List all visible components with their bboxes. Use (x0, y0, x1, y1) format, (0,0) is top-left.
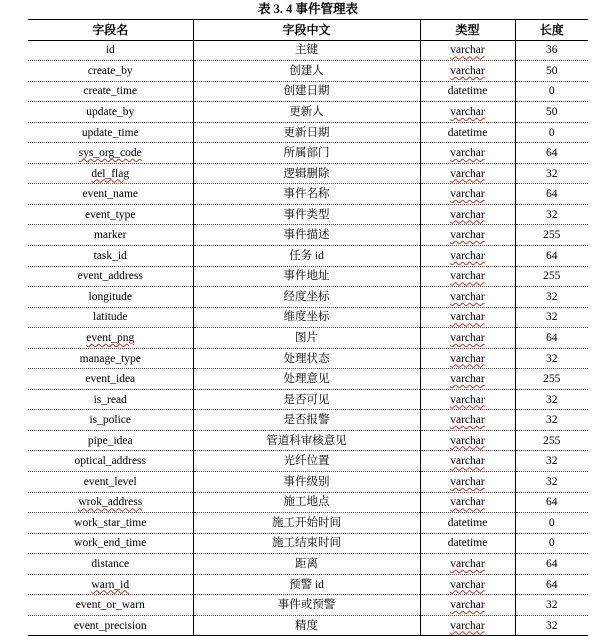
table-row (28, 410, 588, 431)
table-row (28, 328, 588, 349)
cell-field-chinese-text: 施工地点 (283, 496, 330, 509)
cell-type (420, 513, 515, 534)
cell-field-chinese-text: 事件描述 (283, 229, 330, 242)
cell-type-text: varchar (450, 599, 485, 612)
cell-type (420, 451, 515, 472)
cell-field-name (28, 266, 193, 287)
cell-length-text: 0 (548, 537, 555, 550)
cell-length (515, 451, 588, 472)
cell-length-text: 0 (548, 126, 555, 139)
cell-field-name (28, 225, 193, 246)
cell-field-chinese (193, 102, 420, 123)
cell-length-text: 50 (546, 64, 558, 77)
cell-length-text: 0 (548, 516, 555, 529)
cell-field-chinese (193, 61, 420, 82)
cell-length (515, 595, 588, 616)
table-row (28, 81, 588, 102)
table-row (28, 472, 588, 493)
cell-type (420, 61, 515, 82)
cell-field-chinese (193, 184, 420, 205)
cell-type-text: varchar (450, 311, 485, 324)
cell-field-chinese (193, 328, 420, 349)
cell-field-chinese (193, 615, 420, 636)
cell-field-chinese-text: 事件级别 (283, 475, 330, 488)
table-row (28, 184, 588, 205)
cell-field-name (28, 369, 193, 390)
cell-field-name-text: pipe_idea (87, 434, 133, 447)
table-row (28, 513, 588, 534)
cell-field-chinese (193, 225, 420, 246)
cell-type-text: varchar (450, 475, 485, 488)
cell-length (515, 81, 588, 102)
cell-type-text: varchar (450, 414, 485, 427)
cell-field-name (28, 472, 193, 493)
cell-length-text: 0 (548, 85, 555, 98)
cell-type-text: varchar (450, 373, 485, 386)
cell-type-text: varchar (450, 496, 485, 509)
cell-length (515, 225, 588, 246)
cell-length-text: 32 (546, 393, 558, 406)
table-row (28, 266, 588, 287)
cell-field-chinese (193, 287, 420, 308)
cell-type-text: varchar (450, 455, 485, 468)
cell-field-chinese-text: 经度坐标 (283, 290, 330, 303)
table-body (28, 40, 588, 636)
cell-field-name-text: event_or_warn (75, 599, 145, 612)
cell-length-text: 64 (546, 188, 558, 201)
cell-field-chinese-text: 创建日期 (283, 85, 330, 98)
cell-field-name (28, 492, 193, 513)
cell-field-name (28, 451, 193, 472)
cell-type-text: varchar (450, 557, 485, 570)
cell-field-chinese-text: 处理意见 (283, 373, 330, 386)
cell-length (515, 328, 588, 349)
cell-field-chinese-text: 任务 id (289, 249, 324, 262)
cell-type-text: datetime (447, 516, 488, 529)
cell-type (420, 266, 515, 287)
cell-type (420, 595, 515, 616)
cell-field-name-text: event_type (85, 208, 136, 221)
cell-field-name-text: event_level (83, 475, 137, 488)
cell-field-name-text: is_read (93, 393, 127, 406)
cell-length (515, 163, 588, 184)
cell-length-text: 64 (546, 331, 558, 344)
cell-field-chinese (193, 163, 420, 184)
table-row (28, 615, 588, 636)
cell-field-chinese (193, 554, 420, 575)
cell-type (420, 472, 515, 493)
cell-field-chinese-text: 事件类型 (283, 208, 330, 221)
cell-field-chinese (193, 451, 420, 472)
table-row (28, 102, 588, 123)
cell-field-chinese (193, 595, 420, 616)
table-row (28, 533, 588, 554)
cell-field-chinese-text: 事件名称 (283, 188, 330, 201)
cell-field-name-text: optical_address (74, 455, 147, 468)
cell-field-chinese-text: 距离 (295, 557, 318, 570)
cell-length (515, 246, 588, 267)
cell-length (515, 307, 588, 328)
cell-field-name-text: longitude (88, 290, 132, 303)
cell-field-name (28, 513, 193, 534)
cell-length (515, 143, 588, 164)
cell-field-chinese-text: 更新日期 (283, 126, 330, 139)
cell-length-text: 255 (543, 270, 561, 283)
cell-type (420, 40, 515, 61)
cell-field-name (28, 307, 193, 328)
table-caption: 表 3. 4 事件管理表 (257, 2, 358, 16)
table-row (28, 369, 588, 390)
cell-length (515, 574, 588, 595)
cell-length-text: 32 (546, 475, 558, 488)
cell-length (515, 492, 588, 513)
cell-length-text: 32 (546, 208, 558, 221)
cell-field-name-text: is_police (89, 414, 132, 427)
cell-field-chinese (193, 266, 420, 287)
cell-field-name-text: id (105, 44, 115, 57)
cell-field-name (28, 348, 193, 369)
cell-type (420, 348, 515, 369)
cell-length-text: 64 (546, 557, 558, 570)
cell-field-name (28, 143, 193, 164)
cell-field-chinese-text: 预警 id (289, 578, 324, 591)
cell-field-name-text: latitude (93, 311, 128, 324)
header-type: 类型 (420, 20, 515, 41)
cell-type-text: varchar (450, 188, 485, 201)
cell-length (515, 615, 588, 636)
cell-field-name (28, 287, 193, 308)
cell-type-text: varchar (450, 331, 485, 344)
cell-field-chinese-text: 所属部门 (283, 147, 330, 160)
cell-field-name-text: event_precision (73, 619, 147, 632)
cell-type-text: datetime (447, 126, 488, 139)
cell-type (420, 328, 515, 349)
cell-field-chinese (193, 143, 420, 164)
cell-field-chinese (193, 81, 420, 102)
table-row (28, 40, 588, 61)
cell-field-chinese (193, 472, 420, 493)
cell-field-chinese (193, 348, 420, 369)
cell-type-text: varchar (450, 619, 485, 632)
cell-type (420, 430, 515, 451)
cell-field-chinese (193, 410, 420, 431)
cell-field-name-text: warn_id (91, 578, 130, 591)
cell-field-name-text: event_name (82, 188, 139, 201)
cell-field-chinese-text: 管道科审核意见 (266, 434, 347, 447)
cell-field-name-text: update_time (81, 126, 139, 139)
cell-field-chinese-text: 更新人 (289, 105, 324, 118)
cell-field-chinese-text: 是否报警 (283, 414, 330, 427)
cell-length-text: 32 (546, 619, 558, 632)
cell-field-name-text: wrok_address (78, 496, 143, 509)
cell-length-text: 64 (546, 496, 558, 509)
table-row (28, 348, 588, 369)
cell-length-text: 32 (546, 414, 558, 427)
cell-field-name-text: work_end_time (74, 537, 147, 550)
cell-field-name-text: work_star_time (74, 516, 147, 529)
table-row (28, 122, 588, 143)
cell-length (515, 554, 588, 575)
cell-length (515, 369, 588, 390)
table-row (28, 307, 588, 328)
cell-length-text: 36 (546, 44, 558, 57)
cell-field-name-text: event_idea (85, 373, 136, 386)
cell-field-name-text: create_by (87, 64, 133, 77)
cell-length-text: 32 (546, 311, 558, 324)
cell-type-text: varchar (450, 578, 485, 591)
cell-field-name (28, 163, 193, 184)
cell-field-chinese (193, 40, 420, 61)
cell-field-name (28, 81, 193, 102)
cell-field-name-text: update_by (86, 105, 135, 118)
cell-type (420, 574, 515, 595)
table-row (28, 430, 588, 451)
header-length: 长度 (515, 20, 588, 41)
cell-field-name (28, 595, 193, 616)
cell-field-name (28, 328, 193, 349)
cell-field-name (28, 61, 193, 82)
cell-type (420, 492, 515, 513)
cell-type (420, 184, 515, 205)
header-field-name: 字段名 (28, 20, 193, 41)
table-row (28, 451, 588, 472)
cell-length (515, 102, 588, 123)
cell-field-name (28, 40, 193, 61)
cell-field-chinese-text: 图片 (295, 331, 318, 344)
cell-length (515, 266, 588, 287)
cell-field-name (28, 246, 193, 267)
cell-field-chinese-text: 处理状态 (283, 352, 330, 365)
cell-length-text: 64 (546, 578, 558, 591)
cell-field-chinese-text: 创建人 (289, 64, 324, 77)
cell-field-name (28, 122, 193, 143)
cell-field-name (28, 184, 193, 205)
table-row (28, 554, 588, 575)
cell-field-name (28, 430, 193, 451)
cell-type-text: varchar (450, 44, 485, 57)
cell-type-text: varchar (450, 393, 485, 406)
cell-type (420, 246, 515, 267)
cell-field-chinese (193, 430, 420, 451)
cell-type-text: varchar (450, 167, 485, 180)
table-row (28, 61, 588, 82)
cell-field-name (28, 574, 193, 595)
cell-type-text: varchar (450, 147, 485, 160)
cell-length (515, 410, 588, 431)
table-row (28, 204, 588, 225)
cell-type (420, 287, 515, 308)
cell-type (420, 389, 515, 410)
cell-field-chinese (193, 122, 420, 143)
cell-type (420, 122, 515, 143)
cell-type (420, 554, 515, 575)
cell-field-chinese (193, 307, 420, 328)
cell-length (515, 472, 588, 493)
cell-length-text: 32 (546, 599, 558, 612)
cell-type-text: varchar (450, 64, 485, 77)
cell-type (420, 225, 515, 246)
cell-type-text: varchar (450, 270, 485, 283)
cell-length (515, 430, 588, 451)
cell-type (420, 204, 515, 225)
cell-type (420, 143, 515, 164)
cell-field-chinese-text: 光纤位置 (283, 455, 330, 468)
cell-length-text: 64 (546, 147, 558, 160)
table-row (28, 246, 588, 267)
cell-type-text: varchar (450, 290, 485, 303)
cell-length-text: 50 (546, 105, 558, 118)
cell-field-chinese-text: 主键 (295, 44, 318, 57)
table-row (28, 163, 588, 184)
cell-length (515, 184, 588, 205)
header-row (28, 20, 588, 41)
cell-length-text: 32 (546, 167, 558, 180)
cell-length (515, 40, 588, 61)
cell-type-text: datetime (447, 537, 488, 550)
cell-field-name-text: create_time (83, 85, 138, 98)
cell-field-chinese (193, 513, 420, 534)
header-field-chinese: 字段中文 (193, 20, 420, 41)
cell-field-name (28, 410, 193, 431)
table-row (28, 574, 588, 595)
cell-type (420, 102, 515, 123)
cell-type (420, 163, 515, 184)
cell-field-chinese-text: 逻辑删除 (283, 167, 330, 180)
cell-field-name-text: manage_type (79, 352, 141, 365)
cell-length-text: 255 (543, 229, 561, 242)
cell-field-chinese (193, 574, 420, 595)
cell-type (420, 410, 515, 431)
cell-length (515, 533, 588, 554)
cell-type-text: varchar (450, 434, 485, 447)
cell-length-text: 64 (546, 249, 558, 262)
cell-length-text: 32 (546, 290, 558, 303)
cell-field-chinese-text: 精度 (295, 619, 318, 632)
cell-field-name-text: task_id (93, 249, 127, 262)
cell-type (420, 307, 515, 328)
cell-field-chinese-text: 施工开始时间 (272, 516, 341, 529)
cell-field-chinese-text: 是否可见 (283, 393, 330, 406)
cell-field-name-text: sys_org_code (78, 147, 142, 160)
cell-field-name-text: marker (93, 229, 127, 242)
cell-length (515, 122, 588, 143)
cell-field-chinese (193, 389, 420, 410)
cell-field-name-text: event_address (77, 270, 143, 283)
cell-type (420, 369, 515, 390)
cell-field-name (28, 615, 193, 636)
cell-length (515, 389, 588, 410)
event-management-table (28, 19, 588, 636)
cell-length (515, 513, 588, 534)
cell-field-name-text: distance (91, 557, 130, 570)
table-row (28, 143, 588, 164)
cell-field-name-text: event_png (86, 331, 135, 344)
cell-type-text: varchar (450, 352, 485, 365)
cell-length (515, 204, 588, 225)
cell-type (420, 615, 515, 636)
cell-field-name (28, 554, 193, 575)
cell-length-text: 255 (543, 434, 561, 447)
cell-field-chinese (193, 246, 420, 267)
cell-field-chinese-text: 施工结束时间 (272, 537, 341, 550)
table-row (28, 389, 588, 410)
table-row (28, 287, 588, 308)
table-row (28, 595, 588, 616)
cell-field-chinese-text: 维度坐标 (283, 311, 330, 324)
cell-field-chinese (193, 204, 420, 225)
cell-length-text: 32 (546, 352, 558, 365)
cell-field-name-text: del_flag (91, 167, 130, 180)
cell-field-name (28, 533, 193, 554)
cell-length (515, 287, 588, 308)
cell-type (420, 81, 515, 102)
cell-type-text: datetime (447, 85, 488, 98)
cell-type (420, 533, 515, 554)
cell-field-chinese-text: 事件地址 (283, 270, 330, 283)
cell-field-chinese (193, 369, 420, 390)
cell-field-name (28, 389, 193, 410)
cell-field-chinese (193, 533, 420, 554)
cell-type-text: varchar (450, 229, 485, 242)
cell-type-text: varchar (450, 208, 485, 221)
cell-length-text: 255 (543, 373, 561, 386)
cell-type-text: varchar (450, 249, 485, 262)
cell-field-chinese-text: 事件或预警 (277, 599, 336, 612)
cell-type-text: varchar (450, 105, 485, 118)
cell-field-name (28, 102, 193, 123)
table-row (28, 225, 588, 246)
cell-field-name (28, 204, 193, 225)
cell-field-chinese (193, 492, 420, 513)
table-row (28, 492, 588, 513)
cell-length-text: 32 (546, 455, 558, 468)
cell-length (515, 348, 588, 369)
cell-length (515, 61, 588, 82)
